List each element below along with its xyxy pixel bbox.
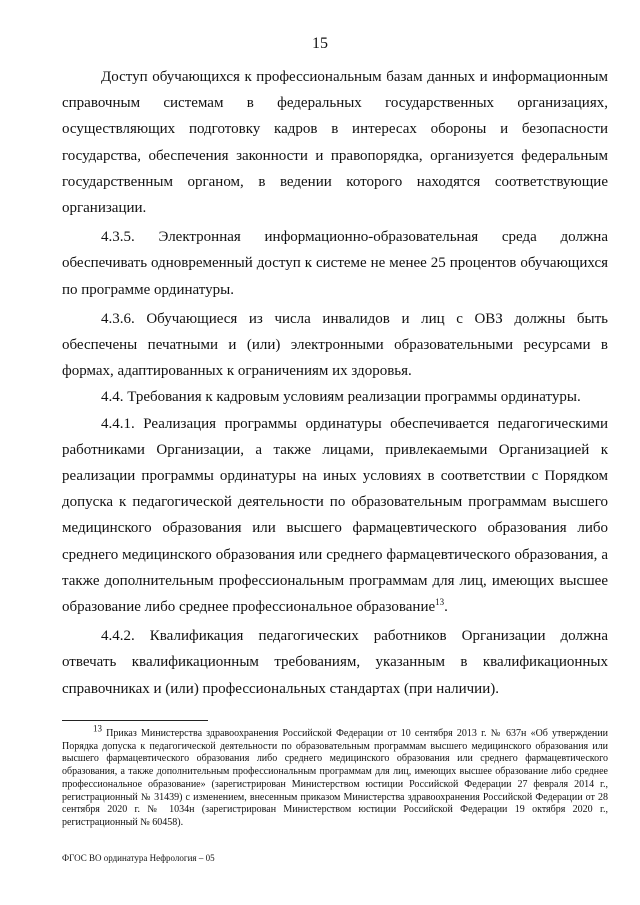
paragraph-4-4-1-period: . <box>444 599 448 616</box>
footnote-marker: 13 <box>93 723 102 734</box>
page-number: 15 <box>312 35 328 52</box>
page-footer: ФГОС ВО ординатура Нефрология – 05 <box>62 853 215 863</box>
paragraph-4-4-2: 4.4.2. Квалификация педагогических работников Организации должна отвечать квалификационным требованиям, указанным в квалификационных справочниках и (или) профессиональных стандартах (при наличии). <box>62 628 608 697</box>
paragraph-access-databases: Доступ обучающихся к профессиональным базам данных и информационным справочным системам в федеральных государственных организациях, осуществляющих подготовку кадров в интересах обороны и безопасности государства, обеспечения законности и правопорядка, организуется федеральным государственным органом, в ведении которого находятся соответствующие организации. <box>62 69 608 217</box>
paragraph-4-4-1-text: 4.4.1. Реализация программы ординатуры обеспечивается педагогическими работниками Организации, а также лицами, привлекаемыми Организацией к реализации программы ординатуры на иных условиях в соответствии с Порядком допуска к педагогической деятельности по образовательным программам высшего медицинского образования или высшего фармацевтического образования либо среднего медицинского образования или среднего фармацевтического образования, а также дополнительным профессиональным программам для лиц, имеющих высшее образование либо среднее профессиональное образование <box>62 415 608 616</box>
footnote-text: Приказ Министерства здравоохранения Российской Федерации от 10 сентября 2013 г. № 637н «Об утверждении Порядка допуска к педагогической деятельности по образовательным программам высшего медицинского образования или высшего фармацевтического образования либо среднего медицинского образования или среднего фармацевтического образования, а также дополнительным профессиональным программам для лиц, имеющих высшее образование либо среднее профессиональное образование» (зарегистрирован Министерством юстиции Российской Федерации 27 февраля 2014 г., регистрационный № 31439) с изменением, внесенным приказом Министерства здравоохранения Российской Федерации от 28 сентября 2020 г. № 1034н (зарегистрирован Министерством юстиции Российской Федерации 19 октября 2020 г., регистрационный № 60458). <box>62 728 608 828</box>
footnote-divider <box>62 720 208 721</box>
paragraph-4-3-5: 4.3.5. Электронная информационно-образовательная среда должна обеспечивать одновременный доступ к системе не менее 25 процентов обучающихся по программе ординатуры. <box>62 229 608 298</box>
document-body <box>62 64 608 702</box>
footnote-reference[interactable]: 13 <box>435 597 445 608</box>
footnote <box>62 723 608 830</box>
paragraph-4-4-1 <box>62 411 608 621</box>
paragraph-4-4: 4.4. Требования к кадровым условиям реализации программы ординатуры. <box>101 389 581 406</box>
paragraph-4-3-6: 4.3.6. Обучающиеся из числа инвалидов и лиц с ОВЗ должны быть обеспечены печатными и (или) электронными образовательными ресурсами в формах, адаптированных к ограничениям их здоровья. <box>62 310 608 380</box>
